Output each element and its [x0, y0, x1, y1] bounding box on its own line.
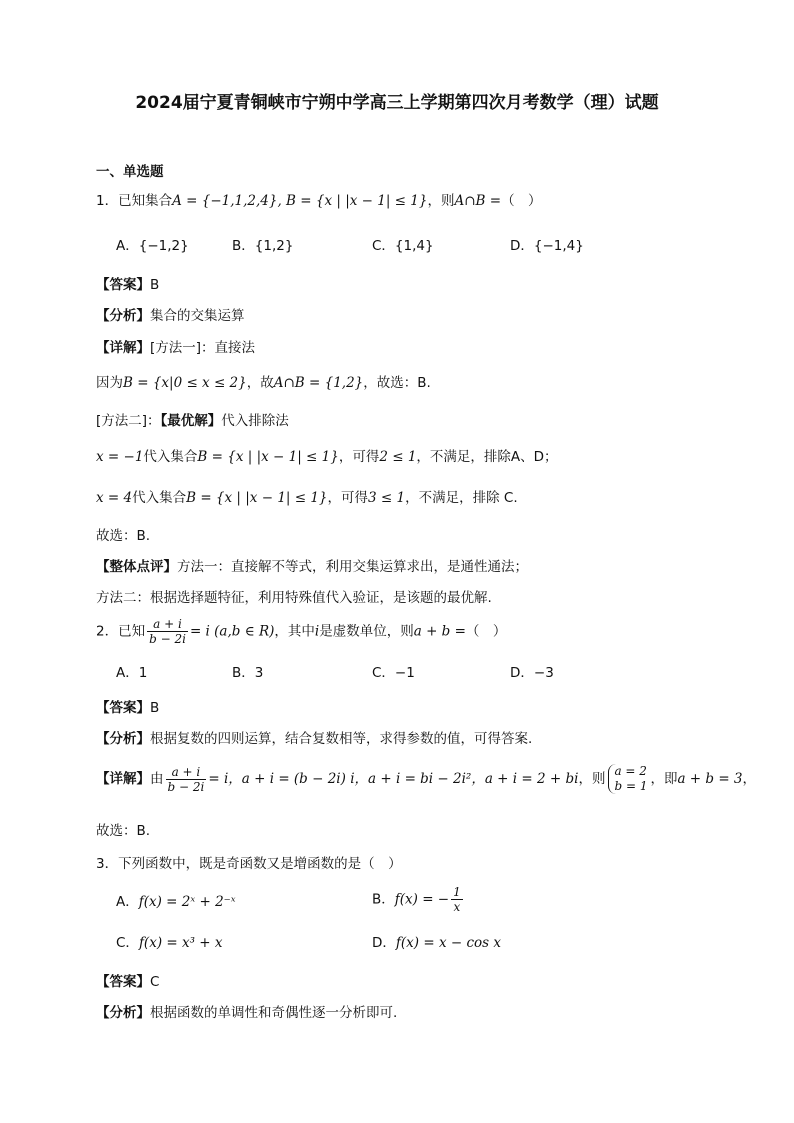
q1-comment2: 方法二：根据选择题特征，利用特殊值代入验证，是该题的最优解. [96, 590, 492, 606]
page-title: 2024届宁夏青铜峡市宁朔中学高三上学期第四次月考数学（理）试题 [135, 93, 659, 113]
q2-option-c: C．−1 [372, 665, 415, 681]
q3-answer: 【答案】C [96, 974, 160, 990]
q1-option-b: B．{1,2} [232, 238, 294, 254]
q3-option-a: A．f(x) = 2ˣ + 2⁻ˣ [116, 894, 236, 910]
q3-option-c: C．f(x) = x³ + x [116, 935, 223, 951]
section-heading: 一、单选题 [96, 164, 164, 180]
q1-choose: 故选：B. [96, 528, 151, 544]
q3-stem: 3．下列函数中，既是奇函数又是增函数的是（ ） [96, 856, 402, 872]
q1-option-c: C．{1,4} [372, 238, 434, 254]
q1-analysis: 【分析】集合的交集运算 [96, 308, 245, 324]
q1-detail-line1: 因为B = {x|0 ≤ x ≤ 2}，故A∩B = {1,2}，故选：B. [96, 375, 431, 391]
q2-answer: 【答案】B [96, 700, 160, 716]
q1-detail-line2: x = −1代入集合B = {x | |x − 1| ≤ 1}，可得2 ≤ 1，不满足，排除A、D； [96, 449, 558, 465]
q1-method2: [方法二]：【最优解】代入排除法 [96, 413, 289, 429]
q2-option-b: B．3 [232, 665, 264, 681]
q2-option-a: A．1 [116, 665, 148, 681]
q1-option-d: D．{−1,4} [510, 238, 584, 254]
q1-stem: 1．已知集合A = {−1,1,2,4}, B = {x | |x − 1| ≤ 1}，则A∩B =（ ） [96, 193, 542, 209]
q3-option-b: B．f(x) = − $\frac{1}{x}$ [372, 885, 461, 914]
q2-detail: 【详解】由 $\frac{a + i}{b - 2i}$ = i，a + i = (b − 2i) i，a + i = bi − 2i²，a + i = 2 + bi，则 a = 2 b = 1 ，即a + b = 3， [96, 764, 757, 794]
q1-comment1: 【整体点评】方法一：直接解不等式，利用交集运算求出，是通性通法； [96, 559, 528, 575]
q1-detail: 【详解】[方法一]：直接法 [96, 340, 256, 356]
q1-answer: 【答案】B [96, 277, 160, 293]
q3-analysis: 【分析】根据函数的单调性和奇偶性逐一分析即可. [96, 1005, 398, 1021]
q1-option-a: A．{−1,2} [116, 238, 189, 254]
q2-stem: 2．已知 $\frac{a + i}{b - 2i}$ = i (a,b ∈ R)，其中i是虚数单位，则a + b =（ ） [96, 617, 507, 646]
q2-analysis: 【分析】根据复数的四则运算，结合复数相等，求得参数的值，可得答案. [96, 731, 533, 747]
q3-option-d: D．f(x) = x − cos x [372, 935, 501, 951]
q2-choose: 故选：B. [96, 823, 151, 839]
q1-detail-line3: x = 4代入集合B = {x | |x − 1| ≤ 1}，可得3 ≤ 1，不满足，排除 C. [96, 490, 518, 506]
q2-option-d: D．−3 [510, 665, 554, 681]
